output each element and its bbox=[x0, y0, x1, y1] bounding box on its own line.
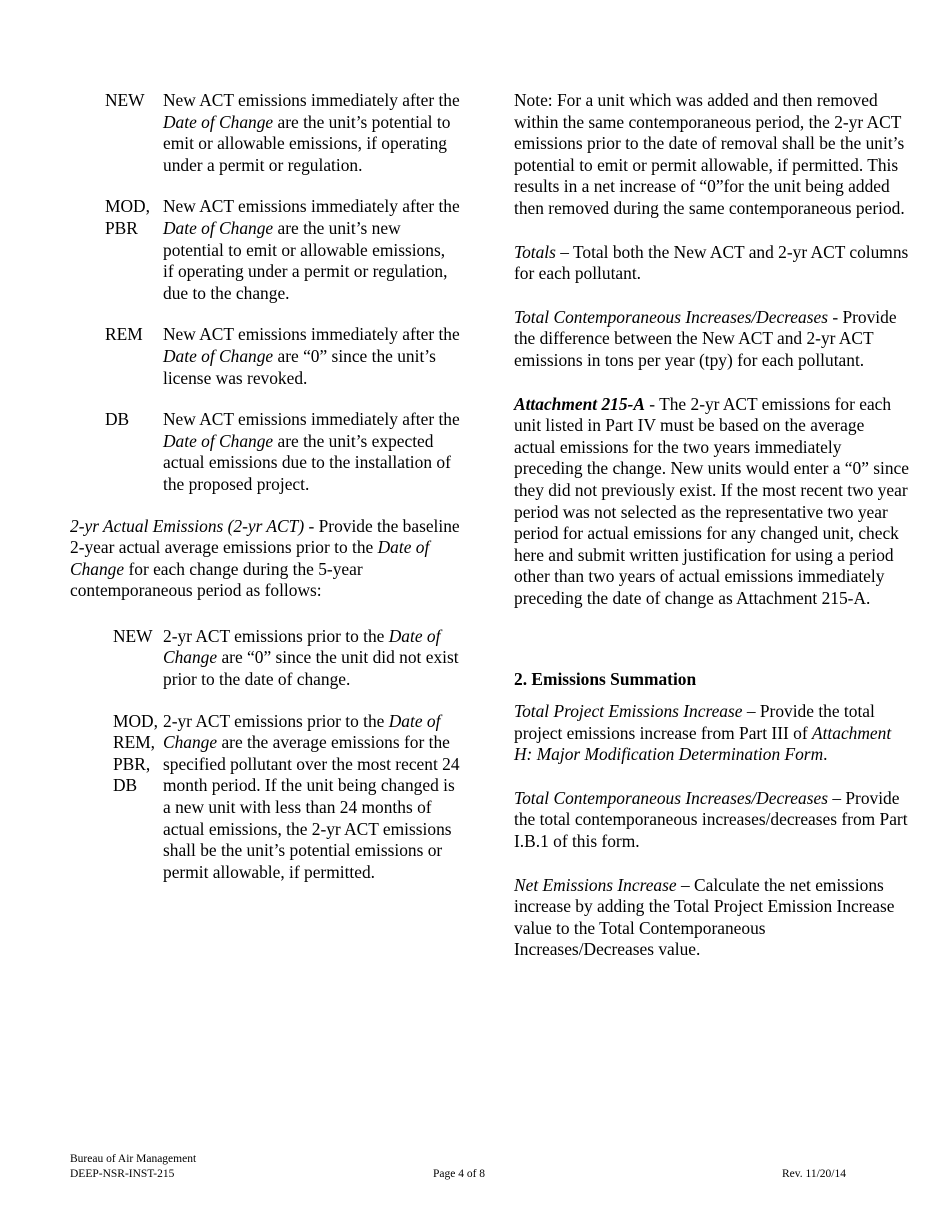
footer-revision: Rev. 11/20/14 bbox=[782, 1168, 846, 1180]
two-year-actual-intro: 2-yr Actual Emissions (2-yr ACT) - Provide the baseline 2-year actual average emissions prior to the Date of Change for each change during the 5-year contemporaneous period as follows: bbox=[70, 515, 460, 601]
definition-body: New ACT emissions immediately after the Date of Change are “0” since the unit’s license was revoked. bbox=[163, 324, 460, 388]
definition-new-act bbox=[70, 90, 460, 176]
definition-rem-act bbox=[70, 324, 460, 389]
attachment-paragraph: Attachment 215-A - The 2-yr ACT emissions for each unit listed in Part IV must be based on the average actual emissions for the two years immediately preceding the change. New units would enter a “0” since they did not previously exist. If the most recent two year period was not selected as the representative two year period for actual emissions for any changed unit, check here and submit written justification for using a period other than two years of actual emissions immediately preceding the date of change as Attachment 215-A. bbox=[514, 393, 910, 608]
left-column bbox=[70, 90, 460, 903]
definition-mod-pbr-act bbox=[70, 196, 460, 304]
project-increase-paragraph: Total Project Emissions Increase – Provide the total project emissions increase from Part III of Attachment H: Major Modification Determination Form. bbox=[514, 701, 892, 765]
total-contemporaneous-paragraph: Total Contemporaneous Increases/Decreases – Provide the total contemporaneous increases/decreases from Part I.B.1 of this form. bbox=[514, 787, 908, 852]
section-heading: 2. Emissions Summation bbox=[514, 669, 697, 690]
definition-body: New ACT emissions immediately after the Date of Change are the unit’s expected actual emissions due to the installation of the proposed project. bbox=[163, 409, 460, 494]
contemporaneous-paragraph: Total Contemporaneous Increases/Decreases - Provide the difference between the New ACT and 2-yr ACT emissions in tons per year (tpy) for each pollutant. bbox=[514, 306, 897, 370]
footer-doc-id: DEEP-NSR-INST-215 bbox=[70, 1168, 175, 1180]
definition-body: New ACT emissions immediately after the Date of Change are the unit’s potential to emit or allowable emissions, if operating under a permit or regulation. bbox=[163, 90, 460, 175]
definition-term: NEW bbox=[113, 625, 153, 646]
net-increase-paragraph: Net Emissions Increase – Calculate the net emissions increase by adding the Total Project Emission Increase value to the Total Contemporaneous Increases/Decreases value. bbox=[514, 874, 895, 960]
right-column bbox=[514, 90, 909, 983]
note-paragraph: Note: For a unit which was added and then removed within the same contemporaneous period, the 2-yr ACT emissions prior to the date of removal shall be the unit’s potential to emit or permit allowable, if permitted. This results in a net increase of “0”for the unit being added then removed during the same contemporaneous period. bbox=[514, 90, 905, 218]
definition-mod-rem-pbr-db-2yr bbox=[70, 711, 460, 884]
definition-db-act bbox=[70, 409, 460, 495]
definition-term: REM bbox=[105, 324, 143, 345]
definition-body: 2-yr ACT emissions prior to the Date of Change are “0” since the unit did not exist prior to the date of change. bbox=[163, 625, 459, 690]
footer-left bbox=[70, 1152, 196, 1182]
totals-paragraph: Totals – Total both the New ACT and 2-yr ACT columns for each pollutant. bbox=[514, 241, 909, 284]
definition-new-2yr bbox=[70, 626, 460, 691]
definition-body: 2-yr ACT emissions prior to the Date of Change are the average emissions for the specified pollutant over the most recent 24 month period. If the unit being changed is a new unit with less than 24 months of actual emissions, the 2-yr ACT emissions shall be the unit’s potential emissions or permit allowable, if permitted. bbox=[163, 710, 460, 882]
footer-page-number: Page 4 of 8 bbox=[433, 1168, 486, 1180]
definition-body: New ACT emissions immediately after the Date of Change are the unit’s new potential to emit or allowable emissions, if operating under a permit or regulation, due to the change. bbox=[163, 196, 460, 303]
definition-term: MOD, PBR bbox=[105, 196, 150, 238]
definition-term: NEW bbox=[105, 90, 145, 110]
definition-term: DB bbox=[105, 409, 130, 430]
definition-term: MOD, REM, PBR, DB bbox=[113, 710, 158, 796]
footer-org: Bureau of Air Management bbox=[70, 1153, 197, 1165]
